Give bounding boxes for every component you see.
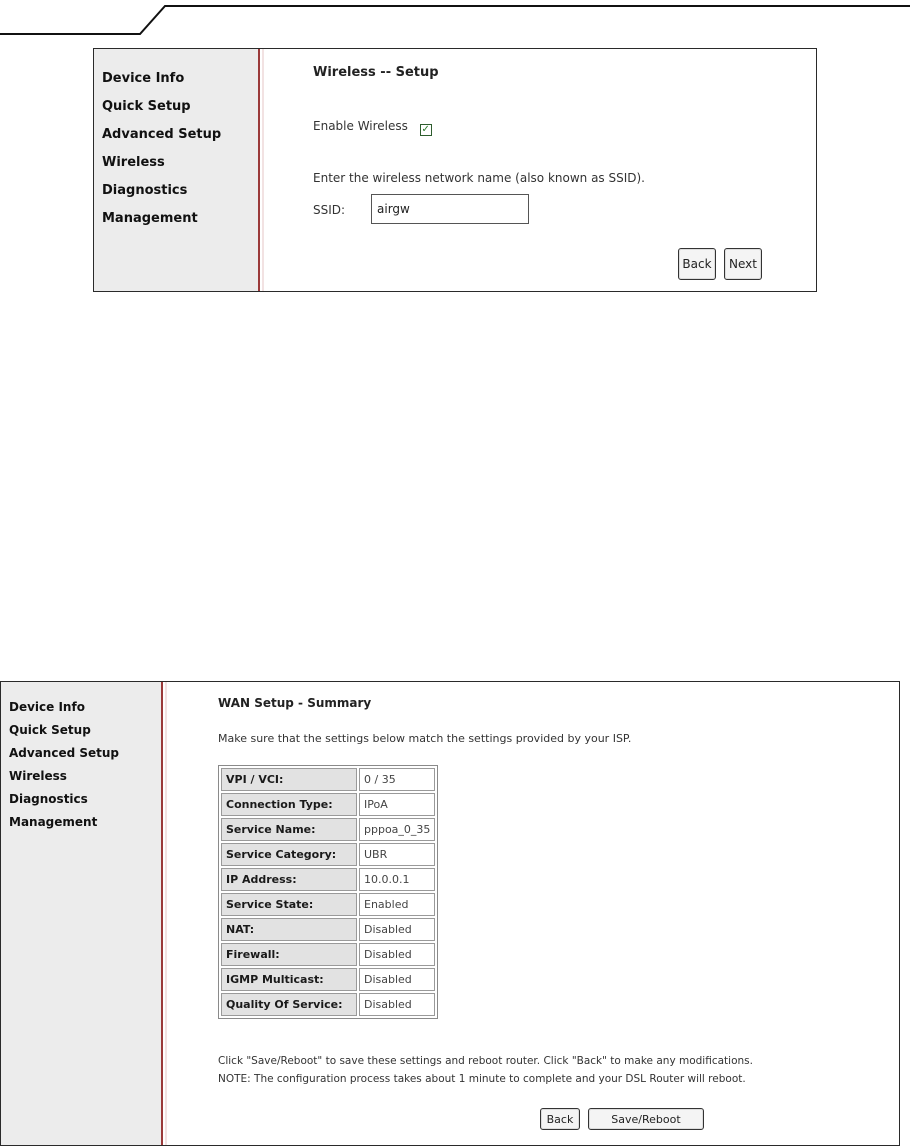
table-row — [221, 768, 435, 791]
row-value: Disabled — [359, 918, 435, 941]
configuration-note: NOTE: The configuration process takes about 1 minute to complete and your DSL Router will reboot. — [218, 1073, 746, 1085]
sidebar-item-diagnostics[interactable]: Diagnostics — [9, 792, 88, 806]
row-label: NAT: — [221, 918, 357, 941]
back-button[interactable]: Back — [678, 248, 716, 280]
sidebar-item-quick-setup[interactable]: Quick Setup — [9, 723, 91, 737]
sidebar-item-advanced-setup[interactable]: Advanced Setup — [102, 127, 222, 142]
row-label: Firewall: — [221, 943, 357, 966]
summary-intro-text: Make sure that the settings below match the settings provided by your ISP. — [218, 732, 632, 745]
sidebar-item-wireless[interactable]: Wireless — [9, 769, 67, 783]
enable-wireless-label: Enable Wireless — [313, 119, 408, 133]
wireless-setup-content — [260, 49, 816, 291]
sidebar-item-diagnostics[interactable]: Diagnostics — [102, 183, 188, 198]
row-value: 0 / 35 — [359, 768, 435, 791]
ssid-label: SSID: — [313, 203, 346, 217]
table-row — [221, 843, 435, 866]
row-value: Disabled — [359, 943, 435, 966]
sidebar — [1, 682, 163, 1145]
row-value: IPoA — [359, 793, 435, 816]
row-label: Quality Of Service: — [221, 993, 357, 1016]
ssid-hint-text: Enter the wireless network name (also known as SSID). — [313, 171, 645, 185]
page-title: WAN Setup - Summary — [218, 696, 372, 710]
ssid-input[interactable] — [371, 194, 529, 224]
row-label: Service Category: — [221, 843, 357, 866]
page-title: Wireless -- Setup — [313, 65, 439, 80]
row-label: VPI / VCI: — [221, 768, 357, 791]
row-label: Service Name: — [221, 818, 357, 841]
table-row — [221, 868, 435, 891]
sidebar-item-management[interactable]: Management — [9, 815, 98, 829]
wan-summary-content — [163, 682, 899, 1145]
row-label: Connection Type: — [221, 793, 357, 816]
row-value: 10.0.0.1 — [359, 868, 435, 891]
enable-wireless-checkbox[interactable]: ✓ — [421, 124, 430, 135]
table-row — [221, 918, 435, 941]
summary-table — [218, 765, 438, 1019]
row-value: Enabled — [359, 893, 435, 916]
enable-wireless-row — [313, 119, 432, 134]
wireless-setup-window — [93, 48, 817, 292]
sidebar — [94, 49, 260, 291]
row-value: Disabled — [359, 968, 435, 991]
row-label: IP Address: — [221, 868, 357, 891]
sidebar-item-device-info[interactable]: Device Info — [9, 700, 85, 714]
table-row — [221, 793, 435, 816]
sidebar-item-quick-setup[interactable]: Quick Setup — [102, 99, 191, 114]
row-value: UBR — [359, 843, 435, 866]
wan-summary-window — [0, 681, 900, 1146]
row-label: IGMP Multicast: — [221, 968, 357, 991]
next-button[interactable]: Next — [724, 248, 762, 280]
back-button[interactable]: Back — [540, 1108, 580, 1130]
table-row — [221, 893, 435, 916]
page-header-rule — [0, 0, 910, 40]
save-reboot-button[interactable]: Save/Reboot — [588, 1108, 704, 1130]
row-value: pppoa_0_35 — [359, 818, 435, 841]
sidebar-item-management[interactable]: Management — [102, 211, 198, 226]
table-row — [221, 993, 435, 1016]
save-reboot-instructions: Click "Save/Reboot" to save these settings and reboot router. Click "Back" to make any modifications. — [218, 1055, 753, 1067]
sidebar-item-wireless[interactable]: Wireless — [102, 155, 165, 170]
row-label: Service State: — [221, 893, 357, 916]
sidebar-item-advanced-setup[interactable]: Advanced Setup — [9, 746, 120, 760]
sidebar-item-device-info[interactable]: Device Info — [102, 71, 185, 86]
table-row — [221, 818, 435, 841]
table-row — [221, 943, 435, 966]
table-row — [221, 968, 435, 991]
row-value: Disabled — [359, 993, 435, 1016]
